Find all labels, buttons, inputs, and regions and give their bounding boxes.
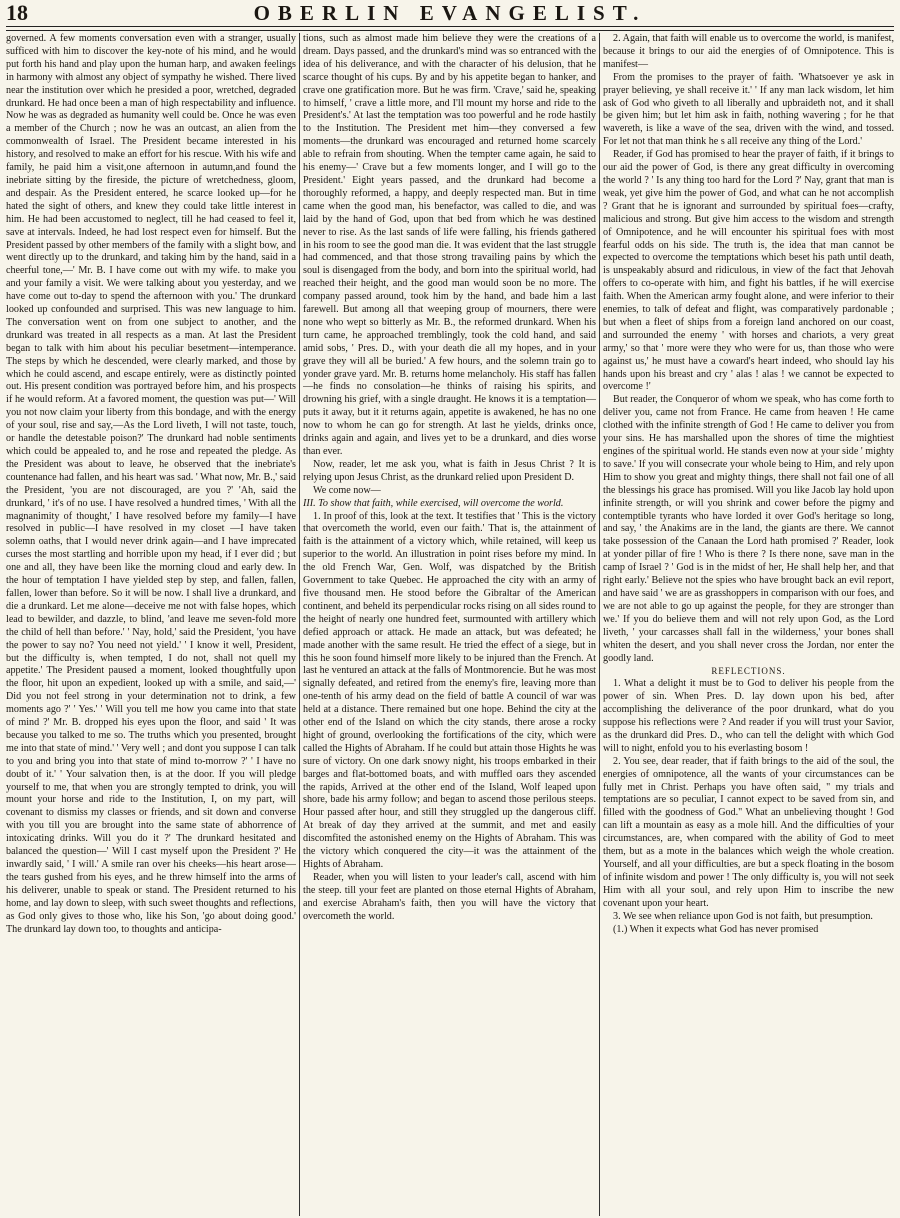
paragraph: Reader, if God has promised to hear the prayer of faith, if it brings to our aid the power of God, is there any great difficulty in overcoming the world ? ' Is any thing too hard for the Lord ?' Nay, grant that man is weak, yet give him the power of God, and what can he not accomplish ? Grant that he is ignorant and surrounded by spiritual foes—crafty, malicious and strong. But give him access to the wisdom and strength of Omnipotence, and he will encounter his spiritual foes with most fearful odds on his side. The truth is, the idea that man cannot be expected to overcome the temptations which beset his path until death, is unspeakably absurd and ridiculous, in view of the fact that Jehovah offers to co-operate with him, and fight his battles, if he will exercise faith. When the American army fought alone, and were inferior to their enemies, to talk of defeat and flight, was comparatively pardonable ; but when a fleet of ships from a foreign land anchored on our coast, and surrounded the enemy ' with horses and chariots, a very great army,' so that ' more were they who were for us, than those who were against us,' he must have a coward's heart indeed, who should lay his hands upon his breast and cry ' alas ! alas ! we cannot be expected to overcome !' <box>603 149 894 393</box>
paragraph: 1. In proof of this, look at the text. It testifies that ' This is the victory that overcometh the world, even our faith.' That is, the attainment of faith is the attainment of a victory which, while retained, will keep us superior to the world. An illustration in point rises before my mind. In the old French War, Gen. Wolf, was dispatched by the British Government to take Quebec. He approached the city with an army of five thousand men. He stood before the Gibraltar of the American continent, and beheld its perpendicular rocks rising on all sides round to the height of nearly one hundred feet, surmounted with artillery which defied approach or attack. He made an attack, but was defeated; he made another with the same result. He tried the effect of a siege, but in this he soon found himself more likely to be injured than the French. At last he ventured an attack at the falls of Montmorencie. But he was most signally defeated, and retired from the enemy's fire, leaving more than one-tenth of his army dead on the field of battle A council of war was held at a distance. There remained but one hope. Behind the city at the other end of the Island on which the city stands, there arose a rocky hight of ground, overlooking the fortifications of the city, which were called the Hights of Abraham. If he could but attain those Hights he was sure of victory. On one dark snowy night, his troops embarked in their barges and flat-bottomed boats, and with muffled oars they ascended the rapids, Arrived at the other end of the Island, Wolf leaped upon shore, bade his army follow; and began to ascend those perilous steeps. Hour passed after hour, and still they struggled up the dangerous cliff. At break of day they arrived at the summit, and met and easily discomfited the astonished enemy on the Hights of Abraham. This was the victory which conquered the city—it was the attainment of the Hights of Abraham. <box>303 510 596 870</box>
text-columns <box>6 33 894 1216</box>
paragraph: We come now— <box>313 484 381 496</box>
paragraph: tions, such as almost made him believe they were the creations of a dream. Days passed, and the drunkard's mind was so entranced with the idea of his deliverance, and with the character of his delusion, that he scarce thought of his cups. By and by his appetite began to hanker, and crave one gratification more. But he was firm. 'Crave,' said he, speaking to himself, ' crave a little more, and I'll mount my horse and ride to the President's.' At last the temptation was too powerful and he rode hastily to the Institution. The President met him—they conversed a few moments—the drunkard was encouraged and returned home scarcely able to refrain from shouting. When the tempter came again, he said to his enemy—' Crave but a few moments longer, and I will go to the President.' Eight years passed, and the drunkard had become a thoroughly reformed, a happy, and deeply respected man. But in time came when the good man, his benefactor, was called to die, and was laid by the hand of God, upon that bed from which he was destined never to rise. As the last sands of life were falling, his friends gathered in his room to see the good man die. It was evident that the last struggle had commenced, and that those strong travailing pains by which the soul is disengaged from the body, and born into the spiritual world, had reached their height, and the good man would soon be no more. The company passed around, took him by the hand, and bade him a last farewell. But among all that weeping group of mourners, there were none who wept so bitterly as Mr. B., the reformed drunkard. When his turn came, he approached tremblingly, took the cold hand, and said amid sobs, ' Pres. D., with your death die all my hopes, and in your grave they will all be buried.' A few hours, and the solemn train go to yonder grave yard. Mr. B. returns home melancholy. His staff has fallen—he finds no consolation—he thinks of raising his spirits, and drowning his grief, with a single draught. He knows it is a temptation—puts it away, but it it returns again, appetite is awakened, he has no one now to whom he can go for strength. At last he yields, drinks once, drinks again and again, and lives yet to be a drunkard, and dies worse than ever. <box>303 33 596 457</box>
paragraph: Reader, when you will listen to your leader's call, ascend with him the steep. till your feet are planted on those eternal Hights of Abraham, and exercise Abraham's faith, then you will have the victory that overcometh the world. <box>303 871 596 922</box>
column-divider <box>599 33 600 1216</box>
column-2 <box>303 33 596 1216</box>
page-title: OBERLIN EVANGELIST. <box>253 1 647 25</box>
column-divider <box>299 33 300 1216</box>
paragraph: From the promises to the prayer of faith. 'Whatsoever ye ask in prayer believing, ye shall receive it.' ' If any man lack wisdom, let him ask of God who giveth to all liberally and upbraideth not, and it shall be given him; but let him ask in faith, nothing wavering ; for he that wavereth, is like a wave of the sea, driven with the wind, and tossed. For let not that man think he s all receive any thing of the Lord.' <box>603 71 894 148</box>
paragraph: 1. What a delight it must be to God to deliver his people from the power of sin. When Pres. D. lay down upon his bed, after accomplishing the deliverance of the poor drunkard, what do you suppose his reflections were ? And reader if you will trust your Savior, as the drunkard did Pres. D., who can tell the delight with which God will to night, enfold you to his everlasting bosom ! <box>603 678 894 754</box>
paragraph: 2. Again, that faith will enable us to overcome the world, is manifest, because it brings to our aid the energies of of Omnipotence. This is manifest— <box>603 33 894 70</box>
paragraph: governed. A few moments conversation even with a stranger, usually sufficed with him to discover the key-note of his mind, and he would put forth his hand and play upon the human harp, and awaken feelings in harmony with almost any object of sympathy he wished. There lived near the institution over which he presided a poor, wretched, degraded drunkard. He had once been a man of high respectability and influence. Now he was as degraded as humanity well could be. Once he was even a member of the Church ; now he was an outcast, an alien from the commonwealth of Israel. The President became interested in his history, and resolved to make an effort for his rescue. With his wife and family, he paid him a visit,one afternoon in autumn,and found the inebriate sitting by the fireside, the picture of wretchedness, gloom, and despair. As the President entered, he scarce looked up—for he hated the sight of others, and knew they could take little interest in him. He had been accustomed to neglect, till he had ceased to feel it, save at intervals. Indeed, he had lost respect even for himself. But the President passed by other members of the family with a slight bow, and went directly up to the drunkard, and taking him by the hand, said in a cheerful tone,—' Mr. B. I have come out with my wife. to make you and your family a visit. We were talking about you yesterday, and we have come out to-day to spend the afternoon with you.' The drunkard looked up confounded and surprised. This was new language to him. The conversation went on from one subject to another, and the drunkard was treated in all respects as a man. At last the President began to talk with him about his peculiar besetment—intemperance. The steps by which he descended, were clearly marked, and those by which he could ascend, and escape entirely, were as distinctly pointed out. His present condition was portrayed before him, and his prospects if he would reform. At a favored moment, the question was put—' Will you not now claim your liberty from this bondage, and with the energy of your soul, rise and say,—As the Lord liveth, I will not taste, touch, or handle the detestable poison?' The drunkard had noble sentiments which could be appealed to, and he rose and repeated the pledge. As the President was about to leave, he observed that the inebriate's countenance had fallen, and his heart was sad. ' What now, Mr. B.,' said the President, 'you are not discouraged, are you ?' 'Ah, said the drunkard, ' it's of no use. I have resolved a hundred times, ' With all the magnanimity of thought,' I have resolved before my family—I have resolved in public—I have resolved in my closet —I have taken solemn oaths, that I would never drink again—and I have imprecated curses the most startling and horrible upon my head, if I ever did ; but one and all, they have been like the morning cloud and early dew. In the hour of temptation I have yielded step by step, and fallen, fallen, fallen, lower than before. So it will be now. I shall live a drunkard, and die a drunkard. Let me alone—deceive me not with false hopes, which lead to bewilder, and dazzle, to blind, 'and leave me seven-fold more the child of hell than before.' ' Nay, hold,' said the President, 'you have the power to say no? You need not yield.' ' I know it well, President, but the difficulty is, when tempted, I do not, shall not quell my appetite.' The President paused a moment, looked thoughtfully upon the floor, hit upon an expedient, looked up with a smile, and said,—' Did you not feel strong in your determination not to drink, a few moments ago ?' ' Yes.' ' Will you tell me how you came into that state of mind ?' Mr. B. dropped his eyes upon the floor, and said ' It was because you talked to me so. The truths which you presented, brought me into that state of mind.' ' Very well ; and dont you suppose I can talk to you and bring you into that state of mind to-morrow ?' ' I have no doubt of it.' ' Your salvation then, is at the door. If you will pledge yourself to me, that when you are strongly tempted to drink, you will mount your horse and ride to the Institution, I, on my part, will covenant to dismiss my classes or friends, and sit down and converse with you till you are brought into the same state of abhorrence of intoxicating drinks. Will you do it ?' The drunkard hesitated and balanced the question—' Will I cast myself upon the President ?' He inwardly said, ' I will.' A smile ran over his cheeks—his heart arose—the tears gushed from his eyes, and he threw himself into the arms of his deliverer, unable to speak or stand. The President returned to his home, and lay down to sleep, with such sweet thoughts and reflections, as God only gives to those who, like his Son, 'go about doing good.' The drunkard lay down too, to thoughts and anticipa- <box>6 33 296 935</box>
section-heading: III. To show that faith, while exercised, will overcome the world. <box>303 497 564 509</box>
column-1 <box>6 33 296 1216</box>
header-rule <box>6 26 894 27</box>
paragraph: But reader, the Conqueror of whom we speak, who has come forth to deliver you, came not from France. He came from heaven ! He came clothed with the infinite strength of God ! He came to deliver you from your sins. He has marshalled upon the shores of time the mightiest engines of the spiritual world. He stands even now at your side ' mighty to save.' If you will consecrate your whole being to Him, and rely upon Him to show you great and mighty things, there shall not fail one of all the blessings his grace has promised. Will you like Jacob lay hold upon infinite strength, or will you shrink and cower before the pigmy and contemptible tyrants who have lorded it over God's heritage so long, and say, ' the Anakims are in the land, the giants are there. We cannot take possession of the Canaan the Lord hath promised ?' Reader, look at yonder pillar of fire ! Who is there ? Is there none, save man in the camp of Israel ? ' God is in the midst of her, He shall help her, and that right early.' Believe not the spies who have brought back an evil report, and have said ' we are as grasshoppers in comparison with our foes, and we are not able to go up against the people, for they are stronger than we.' If you do believe them and will not rely upon God, as the Lord liveth, ' your carcasses shall fall in the wilderness,' your bones shall whiten the desert, and you shall never cross the Jordan, nor enter the goodly land. <box>603 394 894 664</box>
paragraph: Now, reader, let me ask you, what is faith in Jesus Christ ? It is relying upon Jesus Christ, as the drunkard relied upon President D. <box>303 458 596 483</box>
reflections-heading: REFLECTIONS. <box>711 666 786 677</box>
column-3 <box>603 33 894 1216</box>
paragraph: 2. You see, dear reader, that if faith brings to the aid of the soul, the energies of omnipotence, all the wants of your circumstances can be fully met in Christ. Perhaps you have often said, " my trials and temptations are so peculiar, I cannot expect to be saved from sin, and filled with the goodness of God." What an unbelieving thought ! God can lift a mountain as easy as a mole hill. And the difficulties of your circumstances, are, when compared with the ability of God to meet them, but as a mote in the balances which weigh the whole creation. Yourself, and all your difficulties, are but a speck floating in the bosom of infinite wisdom and power ! The only difficulty is, you will not seek Him with all your soul, and rely upon Him to inscribe the new covenant upon your heart. <box>603 755 894 909</box>
paragraph: 3. We see when reliance upon God is not faith, but presumption. <box>613 910 873 922</box>
masthead <box>6 0 894 24</box>
paragraph: (1.) When it expects what God has never promised <box>613 923 819 935</box>
header-rule-thin <box>6 30 894 31</box>
page-number: 18 <box>6 0 28 25</box>
